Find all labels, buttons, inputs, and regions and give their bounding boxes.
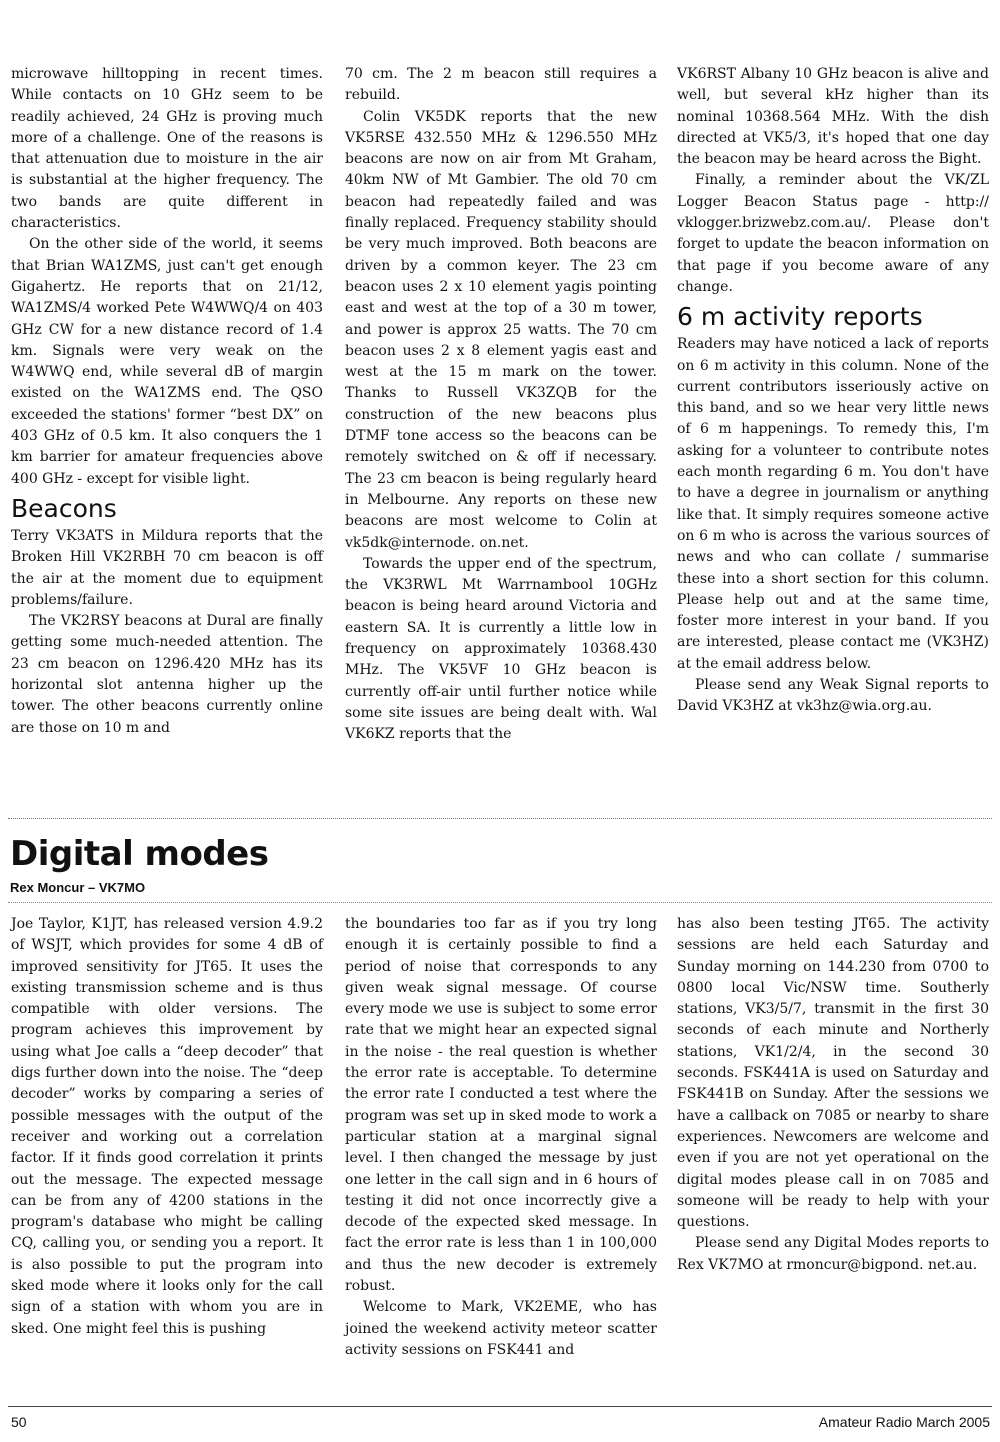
paragraph: Joe Taylor, K1JT, has released version 4.9.2 of WSJT, which provides for some 4 dB of improved sensitivity for JT65. It uses the existing transmission scheme and is thus compatible with older versions. The program achieves this improvement by using what Joe calls a “deep decoder” that digs further down into the noise. The “deep decoder” works by comparing a series of possible messages with the output of the receiver and working out a correlation factor. If it finds good correlation it prints out the message. The expected message can be from any of 4200 stations in the program's database who might be calling CQ, calling you, or sending you a report. It is also possible to put the program into sked mode where it looks only for the call sign of a station with whom you are in sked. One might feel this is pushing [11, 916, 323, 1337]
section-divider [8, 818, 992, 819]
paragraph: 70 cm. The 2 m beacon still requires a rebuild. [345, 66, 657, 104]
paragraph: Terry VK3ATS in Mildura reports that the Broken Hill VK2RBH 70 cm beacon is off the air at the moment due to equipment problems/failure. [11, 527, 323, 608]
paragraph: Towards the upper end of the spectrum, the VK3RWL Mt Warrnambool 10GHz beacon is being heard around Victoria and eastern SA. It is currently a little low in frequency on approximately 10368.430 MHz. The VK5VF 10 GHz beacon is currently off-air until further notice while some site issues are being dealt with. Wal VK6KZ reports that the [345, 555, 657, 743]
digital-column-3 [677, 914, 989, 1276]
paragraph: VK6RST Albany 10 GHz beacon is alive and well, but several kHz higher than its nominal 10368.564 MHz. With the dish directed at VK5/3, it's hoped that one day the beacon may be heard across the Bight. [677, 66, 989, 168]
byline-rule [8, 902, 992, 903]
paragraph: Readers may have noticed a lack of reports on 6 m activity in this column. None of the current contributors isseriously active on this band, and so we hear very little news of 6 m happenings. To remedy this, I'm asking for a volunteer to contribute notes each month regarding 6 m. You don't have to have a degree in journalism or anything like that. It simply requires someone active on 6 m who is across the various sources of news and who can collate / summarise these into a short section for this column. Please help out and at the same time, foster more interest in your band. If you are interested, please contact me (VK3HZ) at the email address below. [677, 336, 989, 672]
paragraph: Please send any Digital Modes reports to Rex VK7MO at rmoncur@bigpond. net.au. [677, 1235, 989, 1273]
paragraph: has also been testing JT65. The activity sessions are held each Saturday and Sunday morning on 144.230 from 0700 to 0800 local Vic/NSW time. Southerly stations, VK3/5/7, transmit in the first 30 seconds of each minute and Northerly stations, VK1/2/4, in the second 30 seconds. FSK441A is used on Saturday and FSK441B on Sunday. After the sessions we have a callback on 7085 or nearby to share experiences. Newcomers are welcome and even if you are not yet operational on the digital modes please call in on 7085 and someone will be ready to help with your questions. [677, 916, 989, 1231]
top-column-2 [345, 64, 657, 746]
top-column-3 [677, 64, 989, 718]
section-title: Digital modes [10, 834, 269, 874]
paragraph: Please send any Weak Signal reports to David VK3HZ at vk3hz@wia.org.au. [677, 677, 989, 715]
paragraph: Welcome to Mark, VK2EME, who has joined the weekend activity meteor scatter activity sessions on FSK441 and [345, 1299, 657, 1358]
paragraph: Finally, a reminder about the VK/ZL Logger Beacon Status page - http:// vklogger.brizwebz.com.au/. Please don't forget to update the beacon information on that page if you become aware of any change. [677, 172, 989, 295]
paragraph: the boundaries too far as if you try long enough it is certainly possible to find a period of noise that corresponds to any given weak signal message. Of course every mode we use is subject to some error rate that we might hear an expected signal in the noise - the real question is whether the error rate is acceptable. To determine the error rate I conducted a test where the program was set up in sked mode to work a particular station at a marginal signal level. I then changed the message by just one letter in the call sign and in 6 hours of testing it did not once incorrectly give a decode of the expected sked message. In fact the error rate is less than 1 in 100,000 and thus the new decoder is extremely robust. [345, 916, 657, 1295]
publication-name: Amateur Radio March 2005 [818, 1414, 990, 1430]
byline: Rex Moncur – VK7MO [10, 880, 146, 895]
paragraph: Colin VK5DK reports that the new VK5RSE 432.550 MHz & 1296.550 MHz beacons are now on air from Mt Graham, 40km NW of Mt Gambier. The old 70 cm beacon had repeatedly failed and was finally replaced. Frequency stability should be very much improved. Both beacons are driven by a common keyer. The 23 cm beacon uses 2 x 10 element yagis pointing east and west at the top of a 30 m tower, and power is approx 25 watts. The 70 cm beacon uses 2 x 8 element yagis east and west at the 15 m mark on the tower. Thanks to Russell VK3ZQB for the construction of the new beacons plus DTMF tone access so the beacons can be remotely switched on & off if necessary. The 23 cm beacon is being regularly heard in Melbourne. Any reports on these new beacons are most welcome to Colin at vk5dk@internode. on.net. [345, 108, 657, 551]
digital-column-2 [345, 914, 657, 1361]
page-number: 50 [11, 1414, 27, 1430]
beacons-heading: Beacons [11, 493, 117, 523]
paragraph: microwave hilltopping in recent times. While contacts on 10 GHz seem to be readily achieved, 24 GHz is proving much more of a challenge. One of the reasons is that attenuation due to moisture in the air is substantial at the higher frequency. The two bands are quite different in characteristics. [11, 66, 323, 232]
top-column-1 [11, 64, 323, 739]
digital-column-1 [11, 914, 323, 1340]
paragraph: On the other side of the world, it seems that Brian WA1ZMS, just can't get enough Gigahertz. He reports that on 21/12, WA1ZMS/4 worked Pete W4WWQ/4 on 403 GHz CW for a new distance record of 1.4 km. Signals were very weak on the W4WWQ end, while several dB of margin existed on the WA1ZMS end. The QSO exceeded the stations' former “best DX” on 403 GHz of 0.5 km. It also conquers the 1 km barrier for amateur frequencies above 400 GHz - except for visible light. [11, 236, 323, 487]
paragraph: The VK2RSY beacons at Dural are finally getting some much-needed attention. The 23 cm beacon on 1296.420 MHz has its horizontal slot antenna higher up the tower. The other beacons currently online are those on 10 m and [11, 613, 323, 736]
six-m-activity-heading: 6 m activity reports [677, 302, 923, 332]
footer-rule [8, 1406, 992, 1407]
